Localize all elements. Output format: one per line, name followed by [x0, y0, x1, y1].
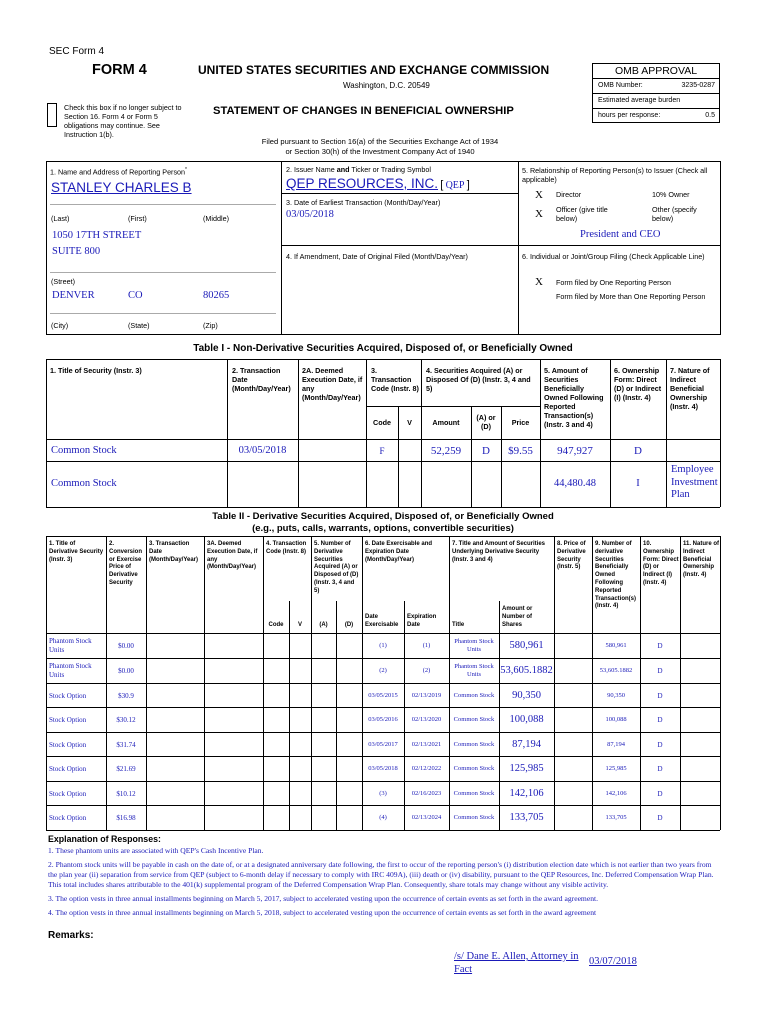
t1-h7: 7. Nature of Indirect Beneficial Ownership (Instr. 4): [670, 366, 710, 411]
t2-expiration-date: 02/16/2023: [411, 789, 442, 797]
city-label: (City): [51, 321, 69, 330]
box2-label-a: 2. Issuer Name: [286, 165, 337, 174]
note-1: 1. These phantom units are associated with QEP's Cash Incentive Plan.: [48, 846, 264, 855]
t2-owned-following: 580,961: [605, 641, 627, 649]
t2-price: $31.74: [116, 740, 136, 749]
note-3: 3. The option vests in three annual installments beginning on March 5, 2017, subject to accelerated vesting upon the occurrence of certain events as set forth in the award agreement.: [48, 894, 599, 903]
t2-title: Stock Option: [49, 740, 87, 749]
omb-number-value: 3235-0287: [681, 82, 715, 89]
commission-title: UNITED STATES SECURITIES AND EXCHANGE COMMISSION: [198, 63, 550, 77]
t2-date-exercisable: 03/05/2017: [368, 740, 398, 748]
t2-h9: 9. Number of derivative Securities Beneficially Owned Following Reported Transaction(s) (Instr. 4): [595, 541, 637, 610]
t2-ownership-form: D: [657, 691, 663, 700]
table2-title: Table II - Derivative Securities Acquired, Disposed of, or Beneficially Owned: [212, 511, 554, 522]
t1-sub-ad: (A) or (D): [476, 413, 496, 431]
officer-label: Officer (give title below): [556, 205, 608, 223]
t1-h6: 6. Ownership Form: Direct (D) or Indirect (I) (Instr. 4): [614, 366, 662, 402]
t2-owned-following: 142,106: [605, 789, 627, 797]
t2-title: Phantom Stock Units: [49, 637, 92, 654]
omb-number-label: OMB Number:: [598, 82, 643, 89]
t2-title: Stock Option: [49, 764, 87, 773]
table2-subtitle: (e.g., puts, calls, warrants, options, convertible securities): [252, 523, 514, 534]
t1-r1-amount: 52,259: [430, 445, 462, 457]
box3-label: 3. Date of Earliest Transaction (Month/Day/Year): [286, 198, 441, 207]
t2-owned-following: 125,985: [605, 764, 627, 772]
box2-label: [286, 165, 431, 174]
last-label: (Last): [51, 214, 70, 223]
t1-h3: 3. Transaction Code (Instr. 8): [371, 366, 419, 393]
t2-owned-following: 53,605.1882: [599, 666, 633, 674]
t2-date-exercisable: (1): [379, 641, 387, 649]
t2-sub-d: (D): [344, 622, 354, 628]
box6-label: 6. Individual or Joint/Group Filing (Check Applicable Line): [522, 252, 705, 261]
t1-h4: 4. Securities Acquired (A) or Disposed Of (D) (Instr. 3, 4 and 5): [426, 366, 531, 393]
t2-title: Stock Option: [49, 813, 87, 822]
sec-form-label: SEC Form 4: [49, 46, 105, 57]
t2-ownership-form: D: [657, 666, 663, 675]
t2-date-exercisable: 03/05/2015: [368, 691, 398, 699]
state-label: (State): [128, 321, 150, 330]
form-title: FORM 4: [92, 62, 147, 78]
t2-expiration-date: 02/13/2021: [411, 740, 442, 748]
t2-sub-title: Title: [452, 622, 465, 628]
omb-hours-label: hours per response:: [598, 112, 661, 119]
omb-number-row: [593, 79, 719, 94]
t2-underlying-title: Common Stock: [453, 813, 495, 821]
omb-title: OMB APPROVAL: [593, 64, 719, 79]
more-persons-label: Form filed by More than One Reporting Person: [556, 292, 706, 301]
zip-value: 80265: [203, 290, 230, 301]
earliest-transaction-date: 03/05/2018: [286, 209, 334, 220]
street-line-1: 1050 17TH STREET: [52, 230, 142, 241]
t2-expiration-date: 02/13/2019: [411, 691, 442, 699]
filed-line-2: or Section 30(h) of the Investment Company Act of 1940: [285, 147, 475, 156]
table1-title: Table I - Non-Derivative Securities Acquired, Disposed of, or Beneficially Owned: [193, 343, 573, 354]
t2-h10: 10. Ownership Form: Direct (D) or Indirect (I) (Instr. 4): [643, 541, 679, 586]
box5-label: 5. Relationship of Reporting Person(s) to Issuer (Check all applicable): [522, 166, 708, 184]
filed-pursuant: [240, 137, 520, 157]
t1-r1-price: $9.55: [508, 445, 533, 457]
remarks-label: Remarks:: [48, 930, 94, 941]
t2-owned-following: 87,194: [607, 740, 625, 748]
explanation-title: Explanation of Responses:: [48, 834, 161, 844]
director-checkmark[interactable]: X: [535, 189, 543, 201]
t2-ownership-form: D: [657, 789, 663, 798]
omb-hours-value: 0.5: [705, 112, 715, 119]
t2-title: Stock Option: [49, 715, 87, 724]
t2-owned-following: 90,350: [607, 691, 625, 699]
t1-r1-title: Common Stock: [51, 445, 117, 456]
t2-title: Stock Option: [49, 789, 87, 798]
t2-h11: 11. Nature of Indirect Beneficial Ownership (Instr. 4): [683, 541, 720, 579]
box1-label: [50, 166, 187, 176]
box4-label: 4. If Amendment, Date of Original Filed (Month/Day/Year): [286, 252, 468, 261]
omb-hours-row: [593, 109, 719, 123]
t2-underlying-amount: 90,350: [512, 689, 541, 701]
box1-star: *: [185, 167, 187, 173]
t2-sub-v: V: [297, 622, 302, 628]
t1-sub-amount: Amount: [432, 418, 460, 427]
t2-underlying-title: Common Stock: [453, 715, 495, 723]
city-value: DENVER: [52, 290, 95, 301]
t2-h2: 2. Conversion or Exercise Price of Derivative Security: [109, 541, 143, 586]
t2-expiration-date: 02/13/2024: [411, 813, 442, 821]
issuer-line: [286, 176, 470, 191]
t1-r2-owned: 44,480.48: [554, 478, 596, 489]
ticker-symbol: QEP: [445, 180, 465, 191]
table2-title-block: [46, 511, 720, 535]
filed-line-1: Filed pursuant to Section 16(a) of the Securities Exchange Act of 1934: [261, 137, 499, 146]
t1-h2: 2. Transaction Date (Month/Day/Year): [232, 366, 291, 393]
box2-label-b: Ticker or Trading Symbol: [349, 165, 432, 174]
t1-sub-code: Code: [373, 418, 391, 427]
t2-date-exercisable: (4): [379, 813, 387, 821]
t2-date-exercisable: (2): [379, 666, 387, 674]
t2-h1: 1. Title of Derivative Security (Instr. 3): [49, 541, 104, 563]
first-label: (First): [128, 214, 147, 223]
street-line-2: SUITE 800: [52, 246, 101, 257]
t2-price: $30.12: [116, 715, 136, 724]
location: Washington, D.C. 20549: [343, 81, 430, 90]
note-4: 4. The option vests in three annual installments beginning on March 5, 2018, subject to accelerated vesting upon the occurrence of certain events as set forth in the award agreement: [48, 908, 597, 917]
t2-ownership-form: D: [657, 715, 663, 724]
t2-ownership-form: D: [657, 813, 663, 822]
t2-underlying-amount: 133,705: [509, 811, 544, 823]
t2-ownership-form: D: [657, 740, 663, 749]
t2-owned-following: 100,088: [605, 715, 627, 723]
t1-h2a: 2A. Deemed Execution Date, if any (Month/Day/Year): [302, 366, 363, 402]
t1-r1-owned: 947,927: [557, 445, 593, 457]
t2-underlying-amount: 580,961: [509, 639, 544, 651]
t2-underlying-title: Common Stock: [453, 789, 495, 797]
t1-sub-price: Price: [511, 418, 530, 427]
t2-sub-amount: Amount or Number of Shares: [502, 606, 533, 628]
t2-expiration-date: (2): [422, 666, 431, 674]
t2-h7: 7. Title and Amount of Securities Underlying Derivative Security (Instr. 3 and 4): [452, 541, 546, 563]
issuer-name-link[interactable]: QEP RESOURCES, INC.: [286, 176, 439, 191]
t1-r1-ad: D: [482, 445, 490, 457]
t2-underlying-amount: 100,088: [509, 713, 544, 725]
t2-h3: 3. Transaction Date (Month/Day/Year): [149, 541, 199, 563]
ticker-bracket-close: ]: [466, 179, 470, 191]
t2-underlying-title: Common Stock: [453, 691, 495, 699]
box2-label-and: and: [336, 165, 350, 174]
checkbox-instructions: Check this box if no longer subject to Section 16. Form 4 or Form 5 obligations may continue. See Instruction 1(b).: [64, 103, 182, 139]
t2-sub-a: (A): [319, 622, 328, 628]
t1-r2-form: I: [636, 478, 640, 489]
t2-title: Stock Option: [49, 691, 87, 700]
t2-h8: 8. Price of Derivative Security (Instr. 5): [557, 541, 586, 571]
t2-h5: 5. Number of Derivative Securities Acquired (A) or Disposed of (D) (Instr. 3, 4 and 5): [314, 541, 359, 594]
t2-price: $0.00: [118, 666, 134, 675]
t2-h3a: 3A. Deemed Execution Date, if any (Month/Day/Year): [207, 541, 258, 571]
t1-r2-nature: Employee Investment Plan: [671, 464, 718, 500]
t2-sub-code: Code: [268, 622, 284, 628]
t2-expiration-date: 02/13/2020: [411, 715, 442, 723]
officer-title: President and CEO: [580, 229, 661, 240]
t2-price: $16.98: [116, 813, 136, 822]
t2-owned-following: 133,705: [605, 813, 627, 821]
t2-h6: 6. Date Exercisable and Expiration Date (Month/Day/Year): [365, 541, 433, 563]
ten-percent-owner-label: 10% Owner: [652, 190, 690, 199]
statement-title: STATEMENT OF CHANGES IN BENEFICIAL OWNERSHIP: [213, 105, 514, 117]
t1-sub-v: V: [407, 418, 412, 427]
omb-burden-row: [593, 94, 719, 109]
other-label: Other (specify below): [652, 205, 697, 223]
t2-price: $30.9: [118, 691, 134, 700]
note-2: 2. Phantom stock units will be payable in cash on the date of, or at a designated anniversary date following, the first to occur of the reporting person's (i) distribution election date which is not earlier than two years from the plan year (ii) separation from service from QEP (subject to 6-month delay if necessary to comply with IRC 409A), (iii) death or (iv) disability, pursuant to the QEP Resources, Inc. Deferred Compensation Wrap Plan. This total includes shares attributable to the 401(k) supplemental program of the Deferred Compensation Wrap Plan. Consequently, share totals may change without any visible activity.: [48, 860, 714, 889]
t2-underlying-amount: 142,106: [509, 787, 544, 799]
t1-r2-title: Common Stock: [51, 478, 117, 489]
ticker-bracket-open: [: [440, 179, 444, 191]
t1-h5: 5. Amount of Securities Beneficially Owned Following Reported Transaction(s) (Instr. 3 and 4): [544, 366, 604, 429]
t2-price: $21.69: [116, 764, 136, 773]
t2-price: $0.00: [118, 641, 134, 650]
middle-label: (Middle): [203, 214, 229, 223]
t2-date-exercisable: 03/05/2018: [368, 764, 398, 772]
t2-date-exercisable: (3): [379, 789, 387, 797]
omb-burden-label: Estimated average burden: [598, 97, 681, 104]
t2-h4: 4. Transaction Code (Instr. 8): [266, 541, 307, 555]
t2-ownership-form: D: [657, 641, 663, 650]
box1-label-text: 1. Name and Address of Reporting Person: [50, 167, 186, 177]
explanation-notes: [48, 846, 720, 918]
t2-price: $10.12: [116, 789, 136, 798]
t2-underlying-amount: 53,605.1882: [500, 664, 553, 676]
signature: /s/ Dane E. Allen, Attorney in Fact: [454, 951, 579, 975]
t2-underlying-amount: 125,985: [509, 762, 544, 774]
t2-underlying-title: Common Stock: [453, 764, 495, 772]
t2-ownership-form: D: [657, 764, 663, 773]
signature-date: 03/07/2018: [589, 956, 637, 967]
omb-approval-box: [592, 63, 720, 123]
no-longer-subject-checkbox[interactable]: [47, 103, 57, 127]
t2-underlying-title: Phantom Stock Units: [454, 637, 494, 653]
t2-expiration-date: (1): [422, 641, 431, 649]
state-value: CO: [128, 290, 143, 301]
reporting-person-name[interactable]: STANLEY CHARLES B: [51, 180, 192, 195]
t2-title: Phantom Stock Units: [49, 662, 92, 679]
t1-h1: 1. Title of Security (Instr. 3): [50, 366, 142, 375]
t1-r1-date: 03/05/2018: [238, 445, 287, 456]
t2-expiration-date: 02/12/2022: [411, 764, 442, 772]
officer-checkmark[interactable]: X: [535, 208, 543, 220]
t2-underlying-title: Phantom Stock Units: [454, 662, 494, 678]
t2-date-exercisable: 03/05/2016: [368, 715, 398, 723]
t1-r1-form: D: [634, 445, 642, 457]
t2-underlying-title: Common Stock: [453, 740, 495, 748]
t2-underlying-amount: 87,194: [512, 738, 541, 750]
t2-sub-expiration: Expiration Date: [407, 614, 437, 628]
t2-sub-exercisable: Date Exercisable: [365, 614, 399, 628]
director-label: Director: [556, 190, 582, 199]
zip-label: (Zip): [203, 321, 218, 330]
one-person-checkmark[interactable]: X: [535, 276, 543, 288]
street-label: (Street): [51, 277, 75, 286]
one-person-label: Form filed by One Reporting Person: [556, 278, 672, 287]
t1-r1-code: F: [379, 446, 385, 456]
